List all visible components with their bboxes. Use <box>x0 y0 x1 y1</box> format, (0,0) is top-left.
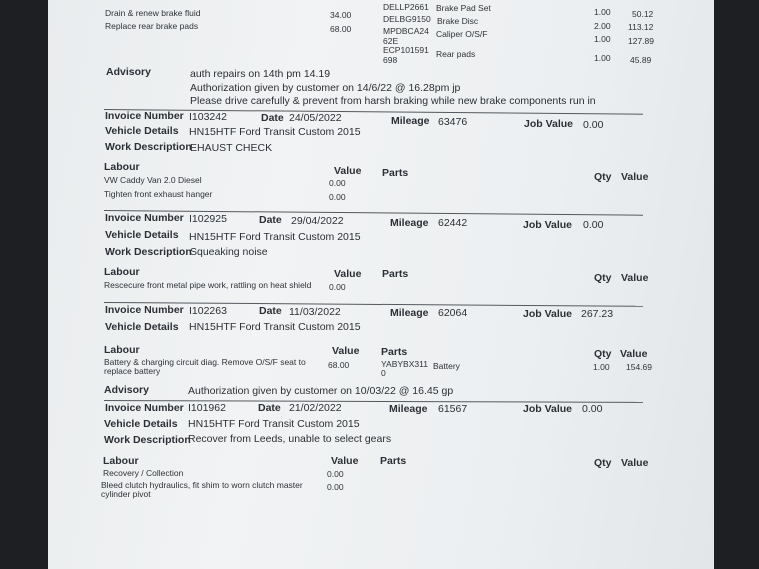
labour-line-desc: Battery & charging circuit diag. Remove O/S/F seat to <box>104 357 306 367</box>
labour-header: Labour <box>104 161 140 173</box>
invoice-date: 21/02/2022 <box>289 402 342 414</box>
mileage-value: 63476 <box>438 116 468 128</box>
labour-line-desc-cont: replace battery <box>104 366 161 376</box>
labour-line-value: 34.00 <box>330 10 352 20</box>
date-label: Date <box>259 214 282 226</box>
labour-line-value: 0.00 <box>329 282 346 292</box>
labour-line-value: 68.00 <box>328 360 350 370</box>
work-description-label: Work Description <box>104 434 191 446</box>
labour-line-desc: Tighten front exhaust hanger <box>104 189 213 199</box>
section-rule <box>104 210 643 216</box>
vehicle-details-label: Vehicle Details <box>105 321 179 333</box>
value-header: Value <box>621 171 649 183</box>
part-value: 154.69 <box>626 362 652 372</box>
qty-header: Qty <box>594 457 612 469</box>
work-description: Recover from Leeds, unable to select gears <box>188 433 392 445</box>
mileage-value: 61567 <box>438 403 468 415</box>
part-qty: 1.00 <box>594 7 611 17</box>
parts-header: Parts <box>381 346 408 358</box>
vehicle-details-label: Vehicle Details <box>104 418 178 430</box>
value-header: Value <box>331 455 359 467</box>
labour-line-desc: Recovery / Collection <box>103 468 184 478</box>
value-header: Value <box>332 345 360 357</box>
parts-header: Parts <box>382 268 409 280</box>
vehicle-details: HN15HTF Ford Transit Custom 2015 <box>189 126 361 138</box>
value-header: Value <box>620 348 648 360</box>
job-value-label: Job Value <box>524 118 574 130</box>
part-code-suffix: 62E <box>383 36 399 46</box>
labour-line-desc-cont: cylinder pivot <box>101 489 151 499</box>
part-code: YABYBX311 <box>381 359 428 369</box>
section-rule <box>104 302 643 307</box>
value-header: Value <box>334 268 362 280</box>
invoice-history-paper <box>48 0 714 569</box>
part-code-suffix: 698 <box>383 55 398 65</box>
job-value: 0.00 <box>583 119 604 131</box>
part-code: DELLP2661 <box>383 2 429 12</box>
invoice-date: 29/04/2022 <box>291 215 344 227</box>
invoice-number-label: Invoice Number <box>105 402 184 414</box>
invoice-number-label: Invoice Number <box>105 110 184 122</box>
advisory-label: Advisory <box>106 66 151 78</box>
part-value: 45.89 <box>630 55 652 65</box>
labour-line-value: 0.00 <box>329 192 346 202</box>
part-qty: 2.00 <box>594 21 611 31</box>
section-rule <box>104 109 643 115</box>
labour-line-value: 68.00 <box>330 24 352 34</box>
job-value-label: Job Value <box>523 308 573 320</box>
part-name: Caliper O/S/F <box>436 29 488 39</box>
value-header: Value <box>621 272 649 284</box>
vehicle-details: HN15HTF Ford Transit Custom 2015 <box>188 418 360 430</box>
labour-line-value: 0.00 <box>329 178 346 188</box>
part-qty: 1.00 <box>594 34 611 44</box>
labour-line-value: 0.00 <box>327 482 344 492</box>
qty-header: Qty <box>594 272 612 284</box>
part-qty: 1.00 <box>594 53 611 63</box>
labour-header: Labour <box>103 455 139 467</box>
qty-header: Qty <box>594 171 612 183</box>
part-qty: 1.00 <box>593 362 610 372</box>
invoice-date: 11/03/2022 <box>289 306 341 318</box>
mileage-value: 62442 <box>438 217 468 229</box>
part-name: Brake Pad Set <box>436 3 491 13</box>
mileage-label: Mileage <box>391 115 430 127</box>
advisory-line: Authorization given by customer on 10/03/22 @ 16.45 gp <box>188 385 454 397</box>
labour-line-desc: VW Caddy Van 2.0 Diesel <box>104 175 202 185</box>
invoice-number: I102925 <box>189 213 227 225</box>
job-value: 267.23 <box>581 308 614 320</box>
labour-header: Labour <box>104 266 140 278</box>
part-name: Brake Disc <box>437 16 479 26</box>
mileage-label: Mileage <box>390 217 429 229</box>
invoice-date: 24/05/2022 <box>289 112 342 124</box>
labour-line-desc: Rescecure front metal pipe work, rattling on heat shield <box>104 280 312 290</box>
work-description: EHAUST CHECK <box>190 142 273 154</box>
value-header: Value <box>621 457 649 469</box>
job-value: 0.00 <box>583 219 604 231</box>
invoice-number-label: Invoice Number <box>105 212 184 224</box>
qty-header: Qty <box>594 348 612 360</box>
part-code: ECP101591 <box>383 45 429 55</box>
part-code-suffix: 0 <box>381 368 386 378</box>
invoice-number: I103242 <box>189 111 227 123</box>
parts-header: Parts <box>382 167 409 179</box>
part-value: 127.89 <box>628 36 654 46</box>
labour-line-desc: Drain & renew brake fluid <box>105 8 201 18</box>
advisory-line: auth repairs on 14th pm 14.19 <box>190 68 331 80</box>
mileage-label: Mileage <box>389 403 428 415</box>
invoice-number: I102263 <box>189 305 227 317</box>
mileage-value: 62064 <box>438 307 468 319</box>
labour-header: Labour <box>104 344 140 356</box>
labour-line-desc: Replace rear brake pads <box>105 21 199 31</box>
part-value: 50.12 <box>632 9 654 19</box>
mileage-label: Mileage <box>390 307 429 319</box>
part-code: DELBG9150 <box>383 14 431 24</box>
part-name: Battery <box>433 361 460 371</box>
work-description-label: Work Description <box>105 246 192 258</box>
vehicle-details: HN15HTF Ford Transit Custom 2015 <box>189 231 361 243</box>
job-value: 0.00 <box>582 403 603 415</box>
job-value-label: Job Value <box>523 403 573 415</box>
vehicle-details-label: Vehicle Details <box>105 229 179 241</box>
labour-line-desc: Bleed clutch hydraulics, fit shim to worn clutch master <box>101 480 303 490</box>
part-value: 113.12 <box>628 22 654 32</box>
value-header: Value <box>334 165 362 177</box>
date-label: Date <box>258 402 281 414</box>
date-label: Date <box>259 305 282 317</box>
part-name: Rear pads <box>436 49 476 59</box>
invoice-number: I101962 <box>188 402 226 414</box>
work-description: Squeaking noise <box>190 246 268 258</box>
labour-line-value: 0.00 <box>327 469 344 479</box>
work-description-label: Work Description <box>105 141 192 153</box>
vehicle-details: HN15HTF Ford Transit Custom 2015 <box>189 321 361 333</box>
job-value-label: Job Value <box>523 219 573 231</box>
part-code: MPDBCA24 <box>383 26 429 36</box>
vehicle-details-label: Vehicle Details <box>105 125 179 137</box>
advisory-label: Advisory <box>104 384 149 396</box>
invoice-number-label: Invoice Number <box>105 304 184 316</box>
advisory-line: Authorization given by customer on 14/6/22 @ 16.28pm jp <box>190 82 461 94</box>
advisory-line: Please drive carefully & prevent from harsh braking while new brake components run in <box>190 95 596 107</box>
date-label: Date <box>261 112 284 124</box>
parts-header: Parts <box>380 455 407 467</box>
